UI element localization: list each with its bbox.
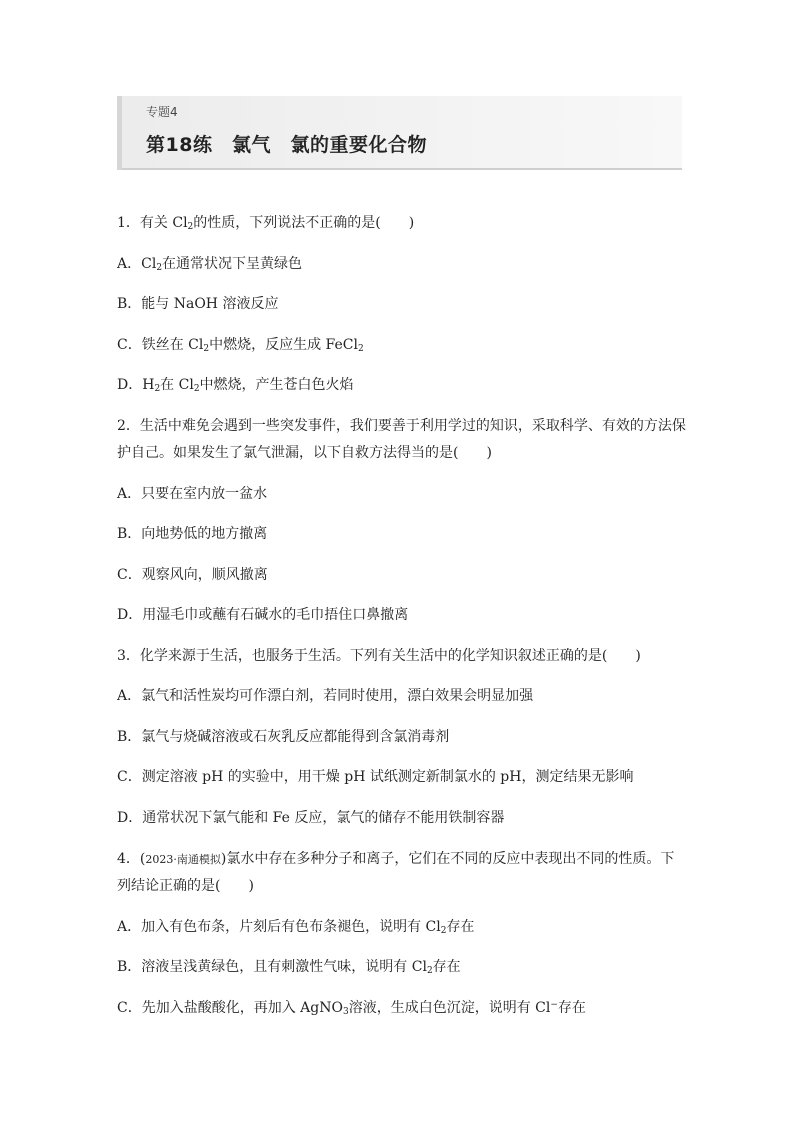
question-4-option-b: B．溶液呈浅黄绿色，且有刺激性气味，说明有 $Cl_2$存在 <box>117 959 461 976</box>
question-3-option-b: B．氯气与烧碱溶液或石灰乳反应都能得到含氯消毒剂 <box>117 729 450 745</box>
question-2-option-c: C．观察风向，顺风撤离 <box>117 567 268 583</box>
question-3-stem: 3．化学来源于生活，也服务于生活。下列有关生活中的化学知识叙述正确的是( ) <box>117 648 641 664</box>
source-tag: 2023·南通模拟 <box>145 853 221 866</box>
question-1-option-b: B．能与 NaOH 溶液反应 <box>117 296 279 312</box>
question-3-option-a: A．氯气和活性炭均可作漂白剂，若同时使用，漂白效果会明显加强 <box>117 688 534 704</box>
question-4-stem-line-2: 列结论正确的是( ) <box>117 878 254 894</box>
question-2-stem-line-1: 2．生活中难免会遇到一些突发事件，我们要善于利用学过的知识，采取科学、有效的方法保 <box>117 418 686 434</box>
topic-label: 专题4 <box>146 105 178 119</box>
question-1-option-a: A．$Cl_2$在通常状况下呈黄绿色 <box>117 256 303 273</box>
question-2-stem-line-2: 护自己。如果发生了氯气泄漏，以下自救方法得当的是( ) <box>117 445 492 461</box>
question-2-option-d: D．用湿毛巾或蘸有石碱水的毛巾捂住口鼻撤离 <box>117 607 409 623</box>
question-2-option-b: B．向地势低的地方撤离 <box>117 526 268 542</box>
question-1-option-c: C．铁丝在 $Cl_2$中燃烧，反应生成 FeCl$_2$ <box>117 337 364 354</box>
question-4-stem-line-1: 4．(2023·南通模拟)氯水中存在多种分子和离子，它们在不同的反应中表现出不同的性质。下 <box>117 851 675 867</box>
question-4-option-c: C．先加入盐酸酸化，再加入 AgNO$_3$溶液，生成白色沉淀，说明有 Cl−存在 <box>117 1000 586 1017</box>
question-2-option-a: A．只要在室内放一盆水 <box>117 486 268 502</box>
page-title: 第18练 氯气 氯的重要化合物 <box>146 134 427 156</box>
question-1-option-d: D．$H_2$在 $Cl_2$中燃烧，产生苍白色火焰 <box>117 377 354 394</box>
question-4-option-a: A．加入有色布条，片刻后有色布条褪色，说明有 $Cl_2$存在 <box>117 919 475 936</box>
question-1-stem: 1．有关 $Cl_2$的性质，下列说法不正确的是( ) <box>117 215 415 232</box>
question-3-option-c: C．测定溶液 pH 的实验中，用干燥 pH 试纸测定新制氯水的 pH，测定结果无影响 <box>117 769 634 785</box>
question-3-option-d: D．通常状况下氯气能和 Fe 反应，氯气的储存不能用铁制容器 <box>117 810 505 826</box>
